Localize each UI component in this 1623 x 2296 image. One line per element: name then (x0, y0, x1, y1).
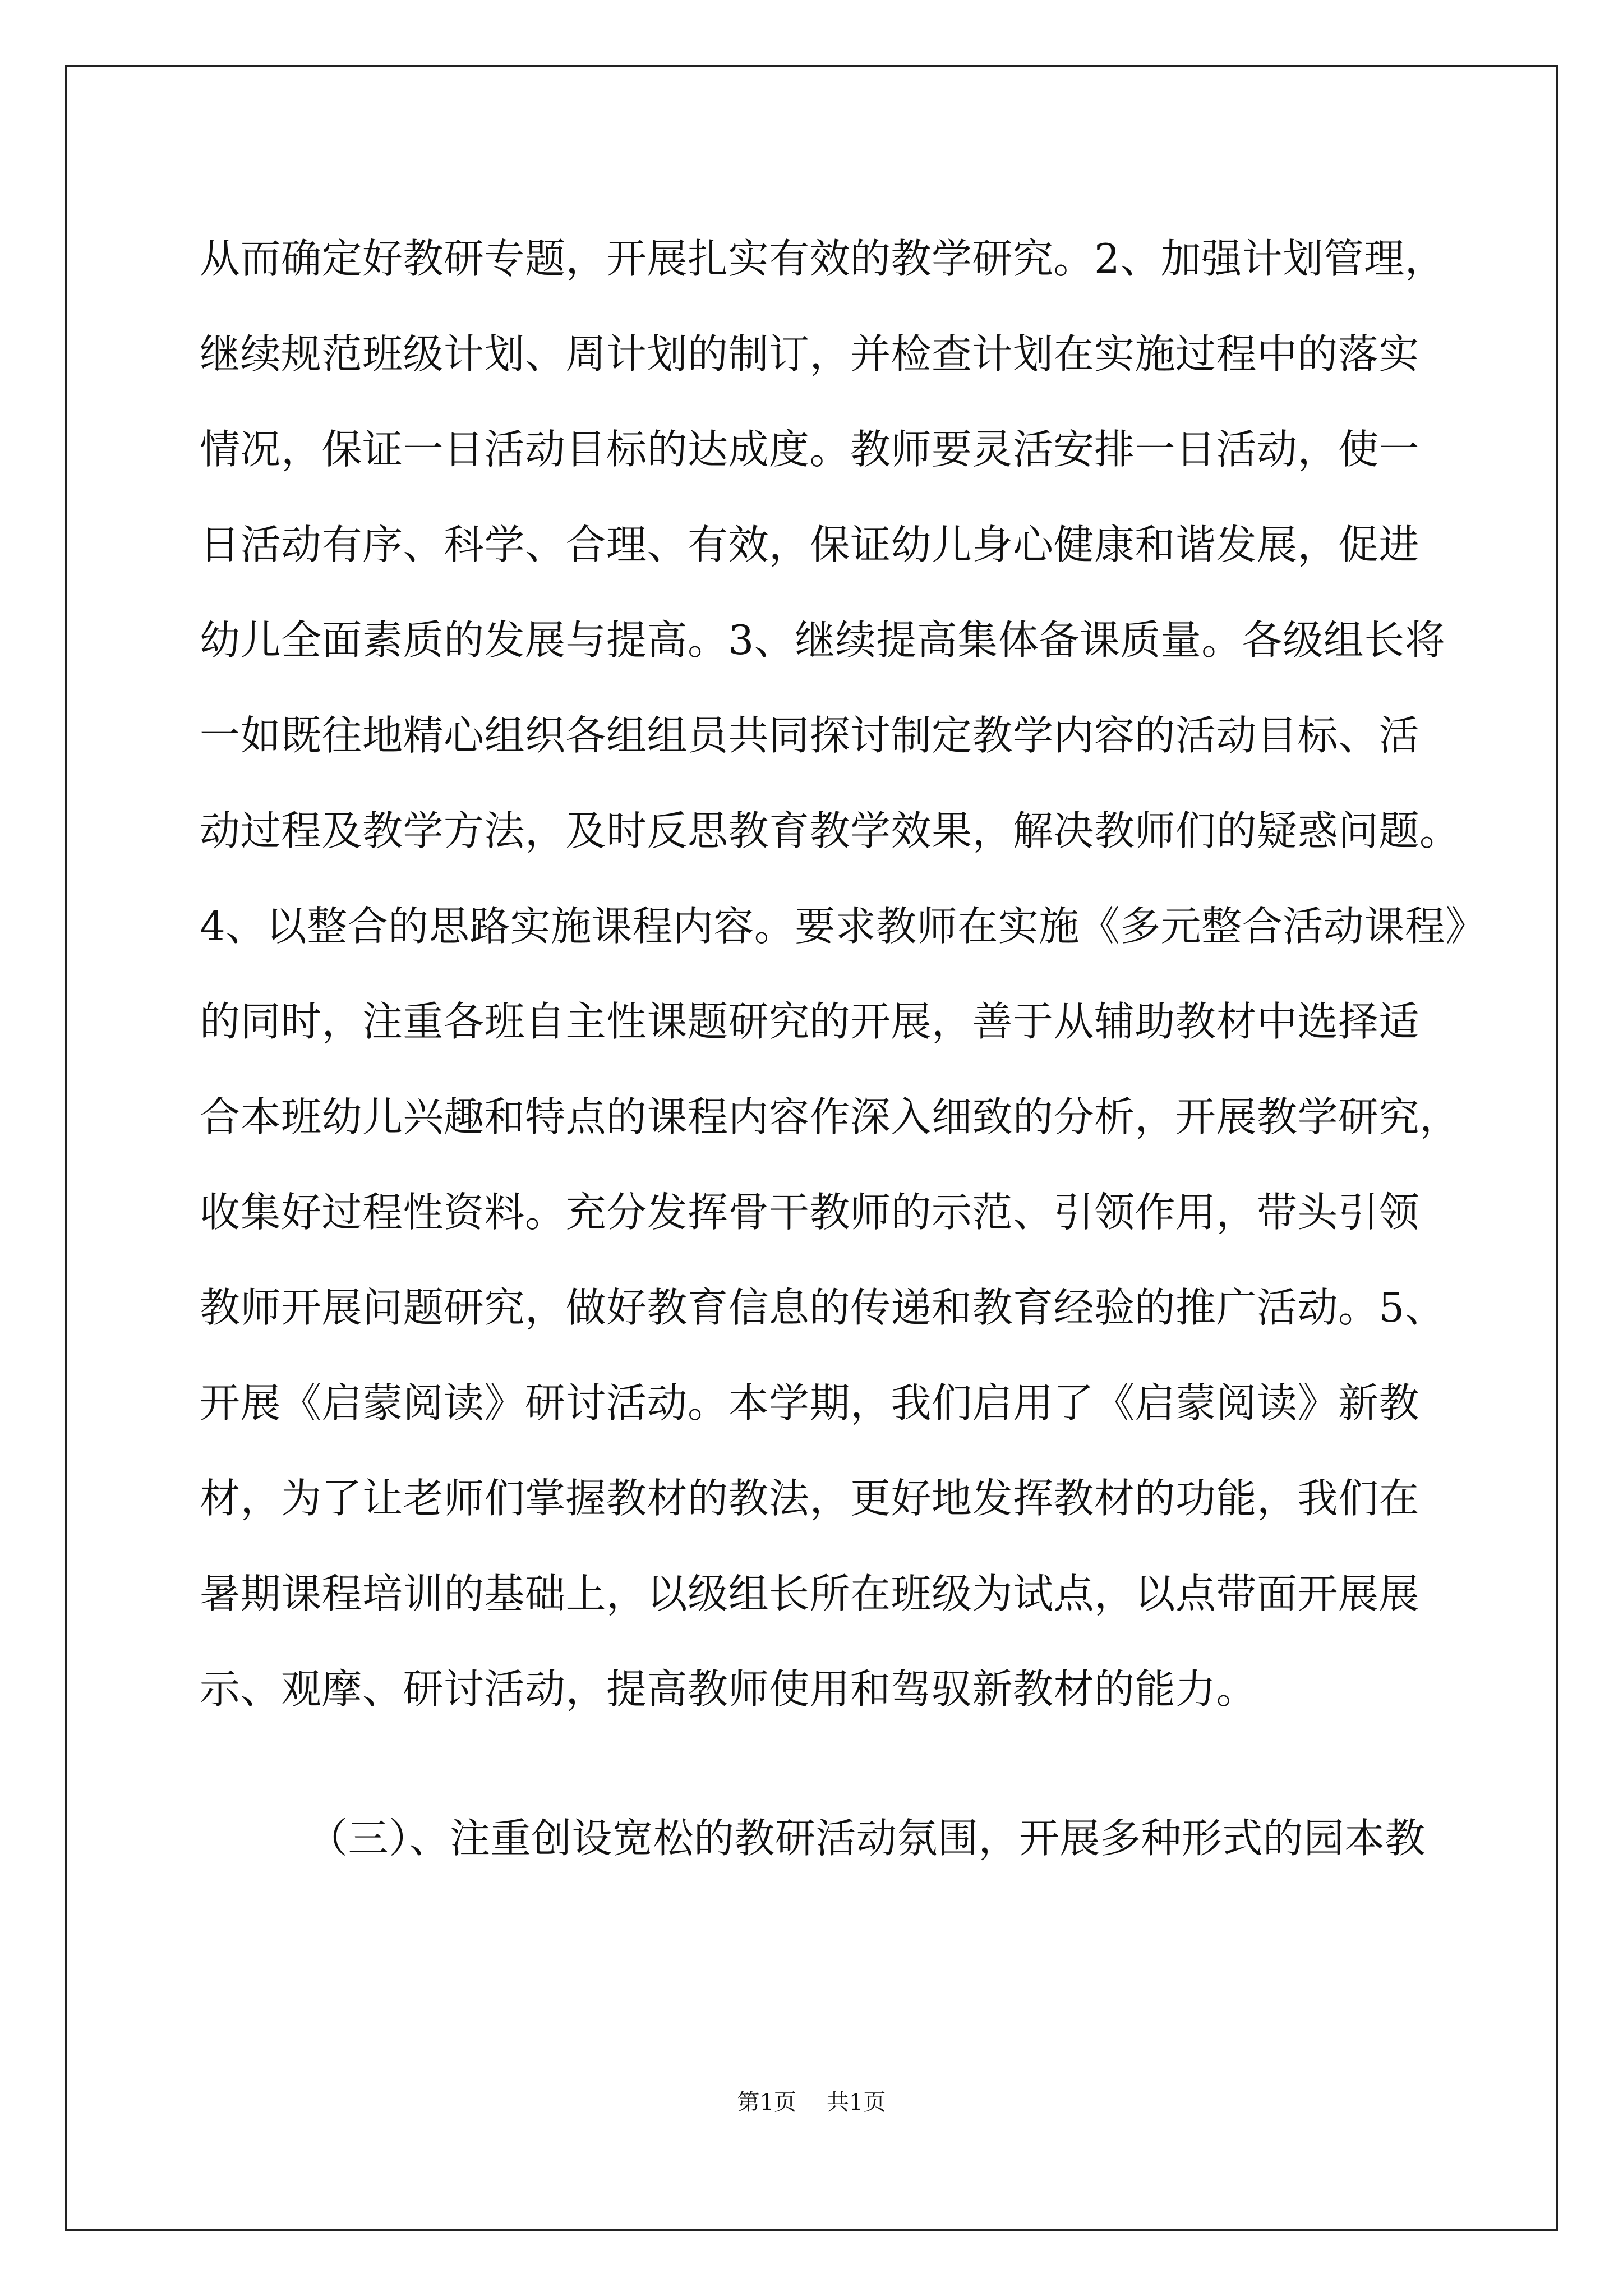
page-footer (0, 2086, 1623, 2119)
text-line: 情况，保证一日活动目标的达成度。教师要灵活安排一日活动，使一 (200, 426, 1420, 473)
text-line: 暑期课程培训的基础上，以级组长所在班级为试点，以点带面开展展 (200, 1570, 1420, 1617)
text-line: 日活动有序、科学、合理、有效，保证幼儿身心健康和谐发展，促进 (200, 521, 1420, 568)
document-body (200, 211, 1486, 1886)
text-line: 从而确定好教研专题，开展扎实有效的教学研究。2、加强计划管理， (200, 235, 1446, 282)
page-total: 共1页 (827, 2090, 886, 2115)
paragraph-gap (200, 1737, 1433, 1791)
text-line: 合本班幼儿兴趣和特点的课程内容作深入细致的分析，开展教学研究， (200, 1093, 1460, 1140)
text-line: 幼儿全面素质的发展与提高。3、继续提高集体备课质量。各级组长将 (200, 616, 1446, 664)
section-heading-line: （三）、注重创设宽松的教研活动氛围，开展多种形式的园本教 (307, 1815, 1426, 1862)
page-number: 第1页 (737, 2090, 796, 2115)
text-line: 示、观摩、研讨活动，提高教师使用和驾驭新教材的能力。 (200, 1665, 1257, 1713)
text-line: 的同时，注重各班自主性课题研究的开展，善于从辅助教材中选择适 (200, 998, 1420, 1045)
text-line: 收集好过程性资料。充分发挥骨干教师的示范、引领作用，带头引领 (200, 1189, 1420, 1236)
text-line: 动过程及教学方法，及时反思教育教学效果，解决教师们的疑惑问题。 (200, 807, 1460, 854)
text-line: 继续规范班级计划、周计划的制订，并检查计划在实施过程中的落实 (200, 330, 1420, 378)
text-line: 教师开展问题研究，做好教育信息的传递和教育经验的推广活动。5、 (200, 1284, 1446, 1331)
text-line: 材，为了让老师们掌握教材的教法，更好地发挥教材的功能，我们在 (200, 1475, 1420, 1522)
text-line: 开展《启蒙阅读》研讨活动。本学期，我们启用了《启蒙阅读》新教 (200, 1379, 1420, 1427)
text-line: 一如既往地精心组织各组组员共同探讨制定教学内容的活动目标、活 (200, 712, 1420, 759)
text-line: 4、以整合的思路实施课程内容。要求教师在实施《多元整合活动课程》 (200, 903, 1486, 950)
